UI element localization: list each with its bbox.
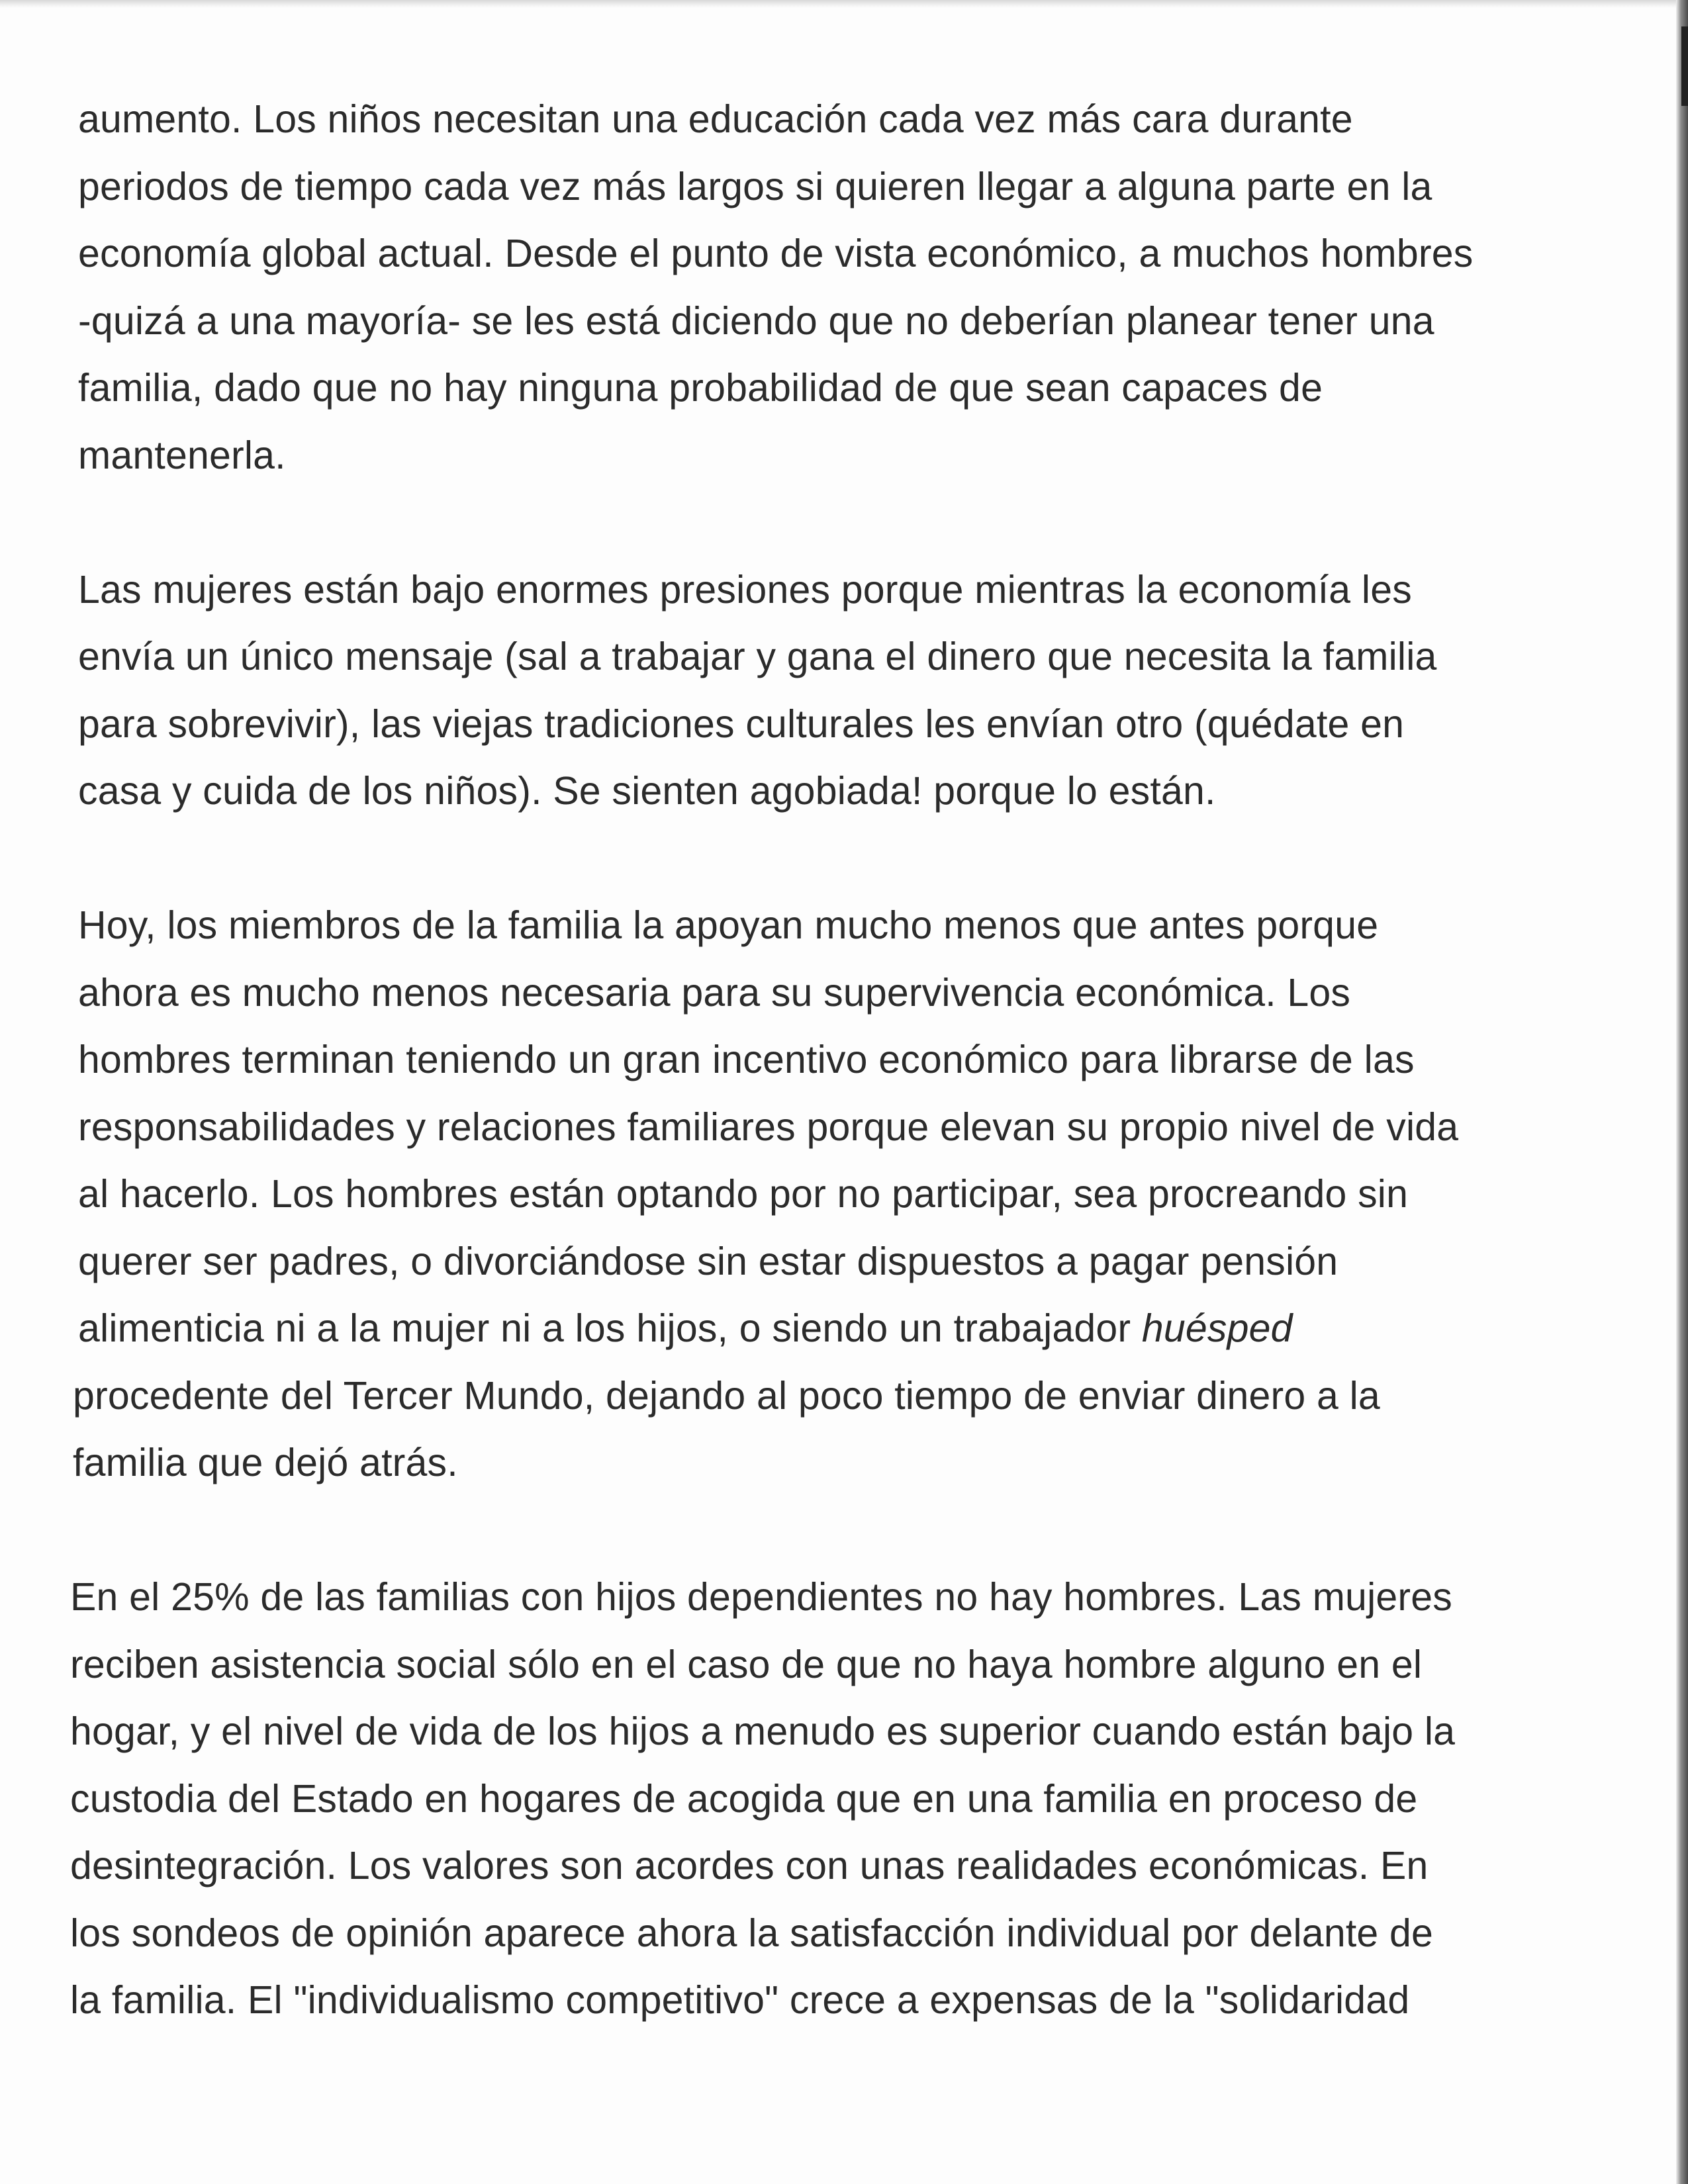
text-line: responsabilidades y relaciones familiares porque elevan su propio nivel de vida — [78, 1105, 1459, 1149]
text-line: querer ser padres, o divorciándose sin estar dispuestos a pagar pensión — [78, 1239, 1338, 1283]
text-line: mantenerla. — [78, 433, 286, 477]
text-line: los sondeos de opinión aparece ahora la satisfacción individual por delante de — [70, 1911, 1434, 1955]
text-line: para sobrevivir), las viejas tradiciones culturales les envían otro (quédate en — [78, 702, 1405, 746]
text-line: familia, dado que no hay ninguna probabilidad de que sean capaces de — [78, 366, 1323, 410]
text-line: al hacerlo. Los hombres están optando por no participar, sea procreando sin — [78, 1172, 1409, 1216]
scan-right-edge — [1676, 0, 1688, 2184]
text-line: economía global actual. Desde el punto de vista económico, a muchos hombres — [78, 232, 1474, 275]
italic-word: huésped — [1141, 1306, 1293, 1350]
text-line: Hoy, los miembros de la familia la apoyan mucho menos que antes porque — [78, 903, 1379, 947]
text-line: Las mujeres están bajo enormes presiones porque mientras la economía les — [78, 567, 1412, 612]
text-line: En el 25% de las familias con hijos dependientes no hay hombres. Las mujeres — [70, 1575, 1452, 1619]
text-line: reciben asistencia social sólo en el caso de que no haya hombre alguno en el — [70, 1642, 1423, 1686]
text-line: hombres terminan teniendo un gran incentivo económico para librarse de las — [78, 1038, 1415, 1081]
text-line: hogar, y el nivel de vida de los hijos a menudo es superior cuando están bajo la — [70, 1709, 1456, 1753]
text-line: -quizá a una mayoría- se les está diciendo que no deberían planear tener una — [78, 298, 1434, 343]
text-line: periodos de tiempo cada vez más largos si quieren llegar a alguna parte en la — [78, 164, 1432, 208]
text-line: ahora es mucho menos necesaria para su supervivencia económica. Los — [78, 970, 1351, 1015]
text-line: casa y cuida de los niños). Se sienten agobiada! porque lo están. — [78, 769, 1216, 813]
scan-corner-mark — [1681, 26, 1688, 106]
text-line — [78, 1295, 1627, 1363]
text-line: procedente del Tercer Mundo, dejando al poco tiempo de enviar dinero a la — [73, 1373, 1380, 1418]
text-line: envía un único mensaje (sal a trabajar y gana el dinero que necesita la familia — [78, 635, 1437, 678]
scan-top-edge — [0, 0, 1688, 8]
text-line: aumento. Los niños necesitan una educación cada vez más cara durante — [78, 97, 1353, 141]
text-line: desintegración. Los valores son acordes con unas realidades económicas. En — [70, 1844, 1429, 1888]
text-line: custodia del Estado en hogares de acogida que en una familia en proceso de — [70, 1776, 1418, 1821]
body-text — [70, 86, 1627, 2101]
paragraph-2 — [78, 557, 1627, 825]
text-line: la familia. El "individualismo competitivo" crece a expensas de la "solidaridad — [70, 1978, 1410, 2022]
paragraph-1 — [78, 86, 1627, 489]
text-line-prefix: alimenticia ni a la mujer ni a los hijos, o siendo un trabajador — [78, 1306, 1142, 1350]
paragraph-4 — [70, 1564, 1627, 2034]
paragraph-3 — [73, 892, 1627, 1497]
text-line: familia que dejó atrás. — [73, 1441, 458, 1484]
